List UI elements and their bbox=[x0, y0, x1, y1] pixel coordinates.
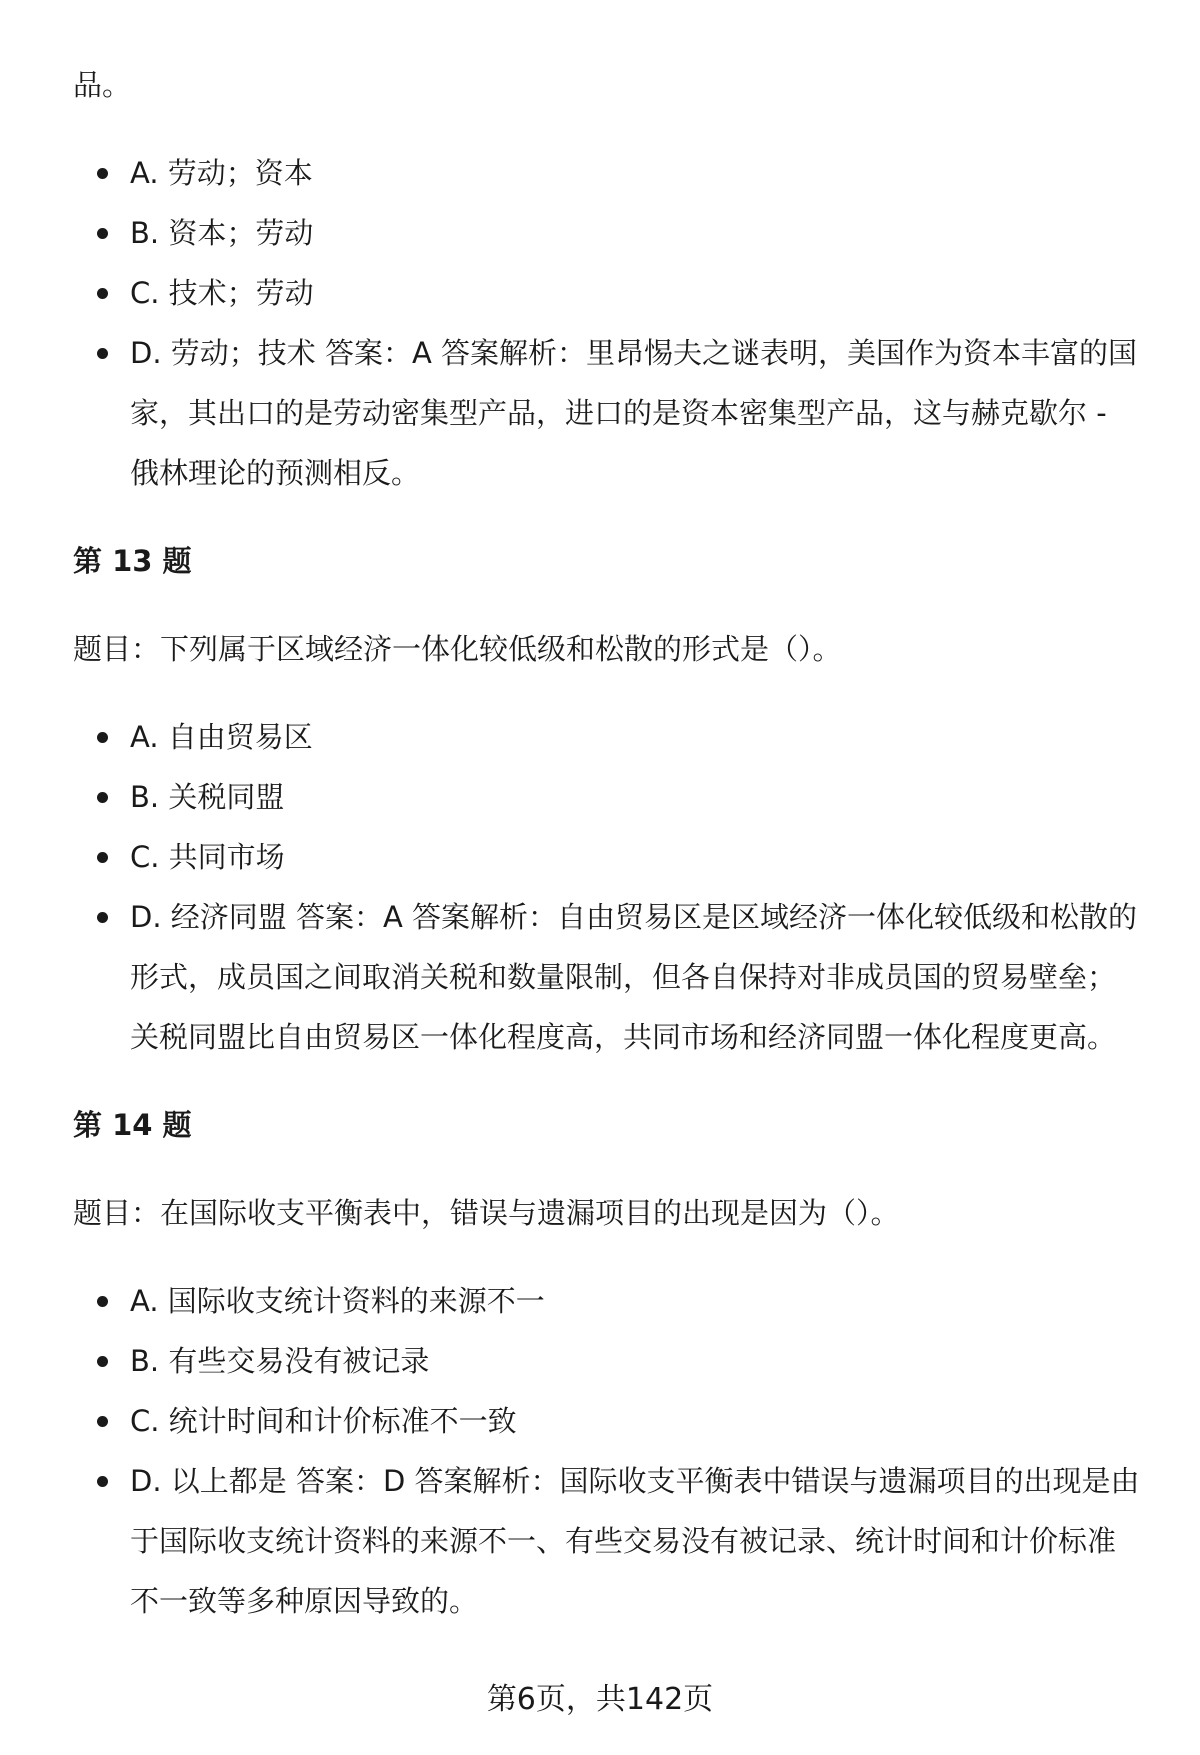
bullet-icon bbox=[97, 852, 108, 863]
option-text: B. 有些交易没有被记录 bbox=[130, 1344, 430, 1378]
bullet-icon bbox=[97, 348, 108, 359]
option-item bbox=[73, 1391, 1143, 1451]
option-text: C. 共同市场 bbox=[130, 840, 285, 874]
option-text: C. 统计时间和计价标准不一致 bbox=[130, 1404, 517, 1438]
q13-options bbox=[73, 707, 1143, 1067]
q12-options bbox=[73, 143, 1143, 503]
bullet-icon bbox=[97, 792, 108, 803]
option-text: A. 劳动；资本 bbox=[130, 156, 313, 190]
lead-fragment: 品。 bbox=[73, 68, 132, 102]
question-heading: 第 13 题 bbox=[73, 544, 192, 578]
option-text: D. 以上都是 答案：D 答案解析：国际收支平衡表中错误与遗漏项目的出现是由于国际收支统计资料的来源不一、有些交易没有被记录、统计时间和计价标准不一致等多种原因导致的。 bbox=[130, 1464, 1140, 1618]
page-content bbox=[73, 55, 1143, 1631]
question-text: 题目：在国际收支平衡表中，错误与遗漏项目的出现是因为（）。 bbox=[73, 1196, 900, 1230]
bullet-icon bbox=[97, 912, 108, 923]
question-13 bbox=[73, 531, 1143, 1067]
option-item bbox=[73, 323, 1143, 503]
page-number: 第6页，共142页 bbox=[486, 1682, 714, 1717]
bullet-icon bbox=[97, 732, 108, 743]
option-item bbox=[73, 263, 1143, 323]
bullet-icon bbox=[97, 1296, 108, 1307]
option-item bbox=[73, 887, 1143, 1067]
bullet-icon bbox=[97, 228, 108, 239]
bullet-icon bbox=[97, 288, 108, 299]
bullet-icon bbox=[97, 1476, 108, 1487]
question-heading: 第 14 题 bbox=[73, 1108, 192, 1142]
option-item bbox=[73, 707, 1143, 767]
option-item bbox=[73, 143, 1143, 203]
option-text: D. 劳动；技术 答案：A 答案解析：里昂惕夫之谜表明，美国作为资本丰富的国家，其出口的是劳动密集型产品，进口的是资本密集型产品，这与赫克歇尔 - 俄林理论的预测相反。 bbox=[130, 336, 1138, 490]
option-text: A. 国际收支统计资料的来源不一 bbox=[130, 1284, 545, 1318]
question-14 bbox=[73, 1095, 1143, 1631]
option-text: C. 技术；劳动 bbox=[130, 276, 314, 310]
option-item bbox=[73, 1451, 1143, 1631]
bullet-icon bbox=[97, 168, 108, 179]
option-item bbox=[73, 203, 1143, 263]
option-item bbox=[73, 1331, 1143, 1391]
option-text: B. 资本；劳动 bbox=[130, 216, 314, 250]
option-item bbox=[73, 767, 1143, 827]
option-item bbox=[73, 827, 1143, 887]
q14-options bbox=[73, 1271, 1143, 1631]
question-text: 题目：下列属于区域经济一体化较低级和松散的形式是（）。 bbox=[73, 632, 842, 666]
bullet-icon bbox=[97, 1416, 108, 1427]
option-text: A. 自由贸易区 bbox=[130, 720, 313, 754]
option-text: B. 关税同盟 bbox=[130, 780, 285, 814]
option-item bbox=[73, 1271, 1143, 1331]
option-text: D. 经济同盟 答案：A 答案解析：自由贸易区是区域经济一体化较低级和松散的形式，成员国之间取消关税和数量限制，但各自保持对非成员国的贸易壁垒；关税同盟比自由贸易区一体化程度高，共同市场和经济同盟一体化程度更高。 bbox=[130, 900, 1138, 1054]
bullet-icon bbox=[97, 1356, 108, 1367]
